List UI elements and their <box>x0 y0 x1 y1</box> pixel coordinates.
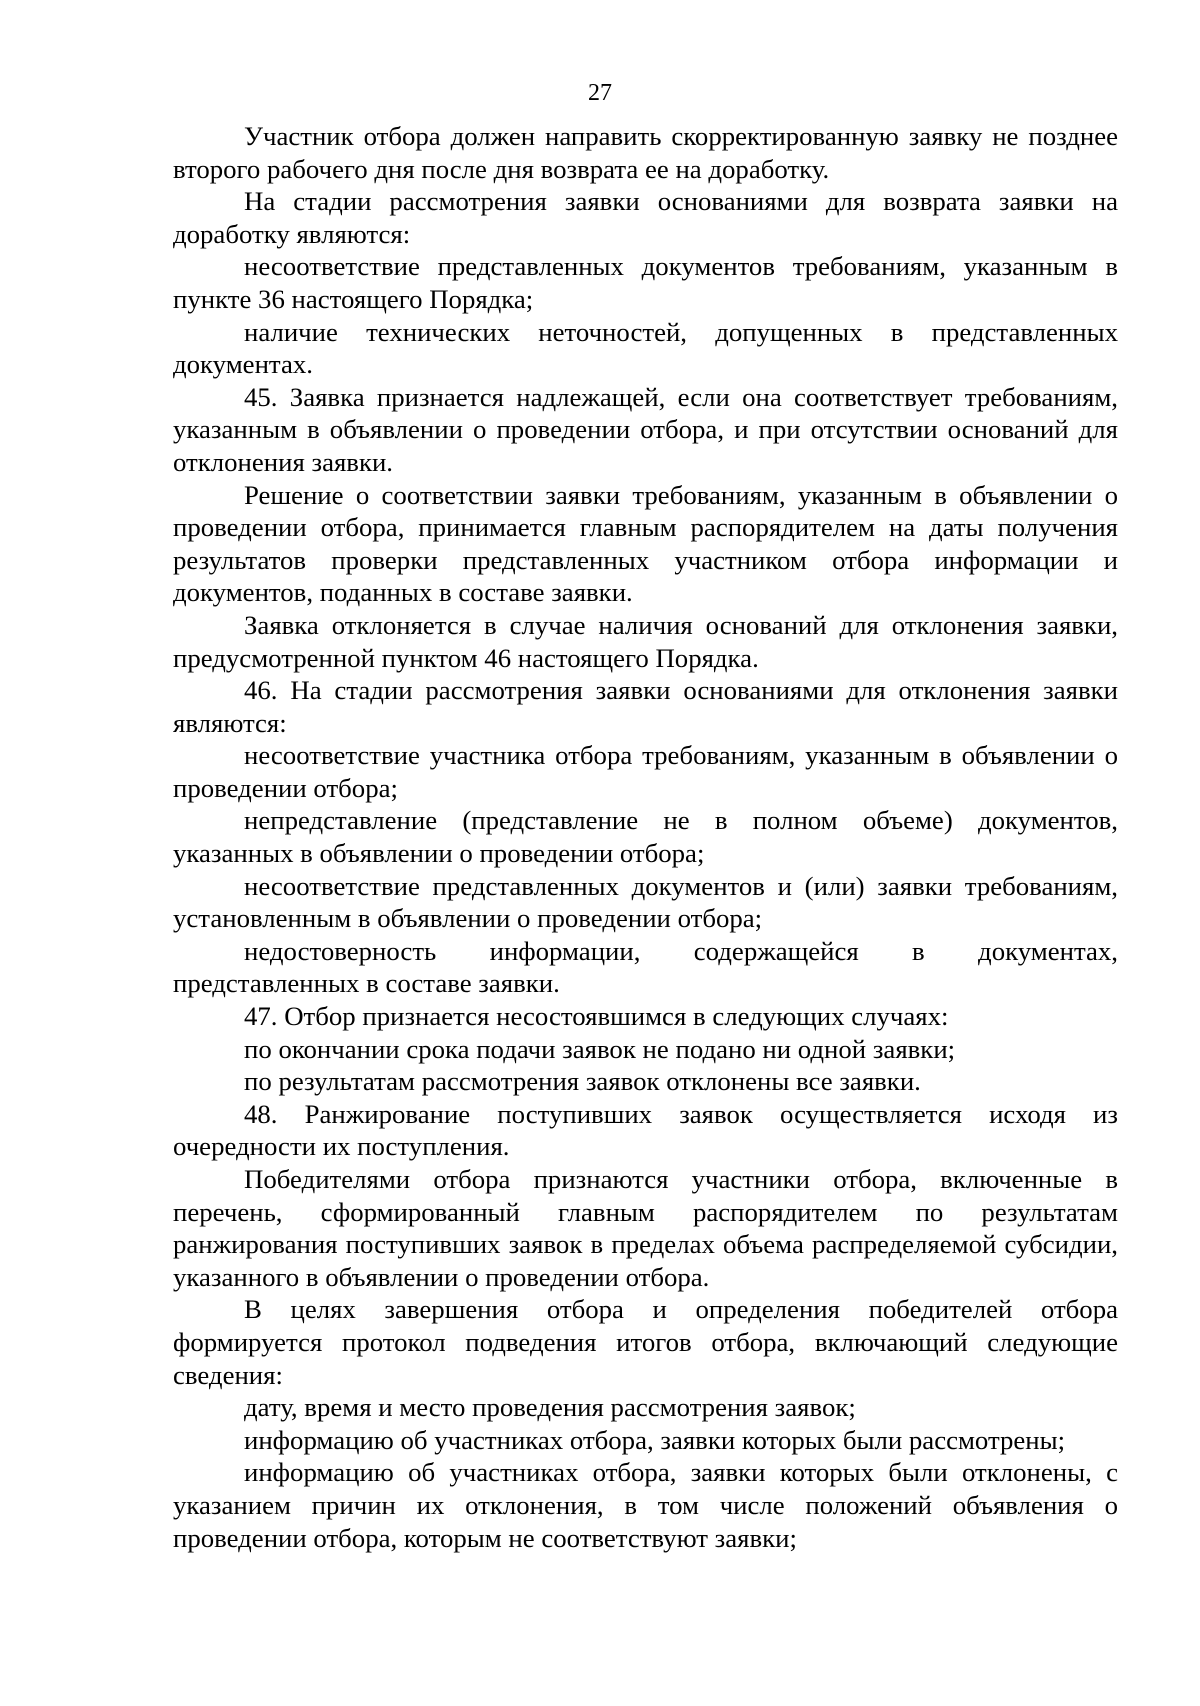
paragraph: непредставление (представление не в полном объеме) документов, указанных в объявлении о проведении отбора; <box>173 805 1118 869</box>
paragraph: дату, время и место проведения рассмотрения заявок; <box>244 1392 856 1423</box>
paragraph: Заявка отклоняется в случае наличия оснований для отклонения заявки, предусмотренной пунктом 46 настоящего Порядка. <box>173 609 1118 673</box>
paragraph: Участник отбора должен направить скорректированную заявку не позднее второго рабочего дня после дня возврата ее на доработку. <box>173 121 1118 184</box>
paragraph: 45. Заявка признается надлежащей, если она соответствует требованиям, указанным в объявлении о проведении отбора, и при отсутствии оснований для отклонения заявки. <box>173 381 1118 477</box>
paragraph: На стадии рассмотрения заявки основаниями для возврата заявки на доработку являются: <box>173 186 1118 249</box>
paragraph: информацию об участниках отбора, заявки которых были отклонены, с указанием причин их отклонения, в том числе положений объявления о проведении отбора, которым не соответствуют заявки; <box>173 1457 1118 1553</box>
paragraph: наличие технических неточностей, допущенных в представленных документах. <box>173 316 1118 380</box>
paragraph: по результатам рассмотрения заявок отклонены все заявки. <box>244 1066 921 1097</box>
page-number: 27 <box>588 80 612 106</box>
paragraph: по окончании срока подачи заявок не подано ни одной заявки; <box>244 1033 956 1064</box>
paragraph: Победителями отбора признаются участники отбора, включенные в перечень, сформированный главным распорядителем по результатам ранжирования поступивших заявок в пределах объема распределяемой субсидии, указанного в объявлении о проведении отбора. <box>173 1164 1118 1292</box>
paragraph: 46. На стадии рассмотрения заявки основаниями для отклонения заявки являются: <box>173 675 1118 738</box>
document-body <box>173 120 1118 1554</box>
paragraph: информацию об участниках отбора, заявки которых были рассмотрены; <box>244 1424 1066 1455</box>
paragraph: несоответствие представленных документов требованиям, указанным в пункте 36 настоящего Порядка; <box>173 251 1118 314</box>
paragraph: Решение о соответствии заявки требованиям, указанным в объявлении о проведении отбора, принимается главным распорядителем на даты получения результатов проверки представленных участником отбора информации и документов, поданных в составе заявки. <box>173 479 1118 608</box>
paragraph: несоответствие представленных документов и (или) заявки требованиям, установленным в объявлении о проведении отбора; <box>173 870 1118 934</box>
paragraph: В целях завершения отбора и определения победителей отбора формируется протокол подведения итогов отбора, включающий следующие сведения: <box>173 1294 1118 1390</box>
paragraph: несоответствие участника отбора требованиям, указанным в объявлении о проведении отбора; <box>173 740 1118 803</box>
paragraph: 47. Отбор признается несостоявшимся в следующих случаях: <box>244 1001 949 1032</box>
paragraph: недостоверность информации, содержащейся в документах, представленных в составе заявки. <box>173 935 1118 999</box>
paragraph: 48. Ранжирование поступивших заявок осуществляется исходя из очередности их поступления. <box>173 1098 1118 1162</box>
